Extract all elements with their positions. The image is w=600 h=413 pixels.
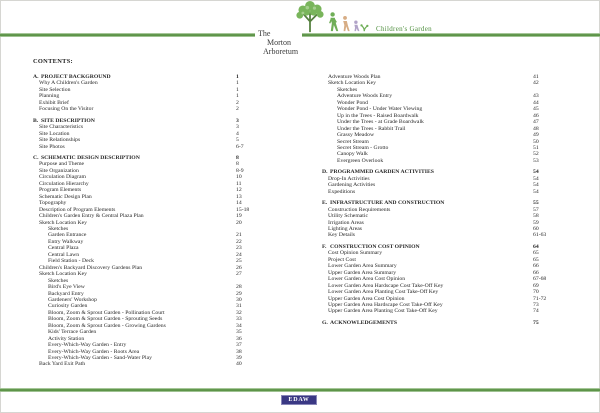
toc-page-number: 2	[236, 106, 239, 113]
toc-entry-label: Central Lawn	[48, 251, 80, 258]
toc-entry-label: Utility Schematic	[328, 213, 368, 220]
toc-page-number: 57	[533, 206, 539, 213]
toc-page-number: 60	[533, 225, 539, 232]
section-letter: B.	[33, 117, 39, 124]
toc-entry-label: Planning	[39, 93, 60, 100]
toc-entry-label: Sketches	[48, 225, 69, 232]
toc-page-number: 49	[533, 132, 539, 139]
toc-entry-label: Site Photos	[39, 143, 65, 150]
toc-entry-label: Description of Program Elements	[39, 206, 116, 213]
toc-entry-label: Secret Stream - Grotto	[337, 144, 389, 151]
org-name-line: The	[258, 29, 271, 38]
toc-entry-label: Site Location	[39, 130, 70, 137]
toc-page-number: 8-9	[236, 167, 244, 174]
toc-page-number: 71-72	[533, 295, 547, 302]
toc-page-number: 74	[533, 308, 539, 315]
toc-page-number: 47	[533, 119, 539, 126]
toc-entry-label: D. PROGRAMMED GARDEN ACTIVITIES	[322, 169, 434, 176]
toc-page-number: 66	[533, 269, 539, 276]
section-letter: F.	[322, 243, 327, 250]
org-name-line: Morton	[267, 38, 291, 47]
toc-row	[322, 232, 578, 238]
toc-page-number: 21	[236, 232, 242, 239]
toc-page-number: 54	[533, 169, 539, 176]
toc-page-number: 38	[236, 348, 242, 355]
toc-entry-label: Evergreen Overlook	[337, 157, 384, 164]
walking-figures-icon	[327, 12, 372, 33]
toc-entry-label: Sketch Location Key	[39, 271, 88, 278]
toc-entry-label: Bloom, Zoom & Sprout Garden - Sprouting Seeds	[48, 316, 163, 323]
toc-page-number: 13	[236, 193, 242, 200]
toc-entry-label: Lower Garden Area Cost Opinion	[328, 276, 406, 283]
toc-entry-label: Entry Walkway	[48, 238, 84, 245]
toc-entry-label: Curiosity Garden	[48, 303, 88, 310]
toc-entry-label: Under the Trees - Rabbit Trail	[337, 125, 406, 132]
toc-page-number: 41	[533, 74, 539, 80]
toc-entry-label: Exhibit Brief	[39, 99, 69, 106]
toc-entry-label: Program Elements	[39, 187, 82, 194]
toc-entry-label: Adventure Woods Entry	[337, 93, 393, 100]
toc-page-number: 33	[236, 316, 242, 323]
toc-entry-label: Children's Garden Entry & Central Plaza Plan	[39, 213, 144, 220]
toc-entry-label: B. SITE DESCRIPTION	[33, 117, 95, 124]
toc-entry-label: E. INFRASTRUCTURE AND CONSTRUCTION	[322, 200, 445, 207]
toc-entry-label: Site Characteristics	[39, 124, 84, 131]
section-letter: E.	[322, 200, 328, 207]
toc-page-number: 1	[236, 80, 239, 87]
toc-entry-label: Backyard Entry	[48, 290, 84, 297]
toc-page-number: 54	[533, 175, 539, 182]
toc-entry-label: Lower Garden Area Planting Cost Take-Off Key	[328, 289, 439, 296]
toc-page-number: 24	[236, 251, 242, 258]
toc-entry-label: Gardeners' Workshop	[48, 296, 97, 303]
toc-page-number: 12	[236, 187, 242, 194]
toc-page-number: 32	[236, 309, 242, 316]
footer-rule	[0, 388, 600, 392]
toc-page-number: 3	[236, 117, 239, 124]
toc-page-number: 54	[533, 182, 539, 189]
toc-entry-label: Bird's Eye View	[48, 284, 85, 291]
toc-page-number: 48	[533, 125, 539, 132]
toc-entry-label: Focusing On the Visitor	[39, 106, 94, 113]
toc-entry-label: Site Selection	[39, 86, 71, 93]
toc-page-number: 5	[236, 137, 239, 144]
toc-page-number: 2	[236, 99, 239, 106]
toc-row	[33, 361, 289, 367]
toc-entry-label: Adventure Woods Plan	[328, 74, 381, 80]
toc-entry-label: Kids' Terrace Garden	[48, 329, 97, 336]
toc-entry-label: Field Station - Deck	[48, 258, 94, 265]
toc-page-number: 52	[533, 151, 539, 158]
toc-entry-label: Sketches	[48, 277, 69, 284]
toc-entry-label: Construction Requirements	[328, 206, 391, 213]
toc-page-number: 1	[236, 93, 239, 100]
toc-page-number: 40	[236, 361, 242, 368]
toc-page-number: 8	[236, 161, 239, 168]
toc-entry-label: Up in the Trees - Raised Boardwalk	[337, 112, 419, 119]
toc-entry-label: Bloom, Zoom & Sprout Garden - Pollination Court	[48, 309, 165, 316]
toc-entry-label: Sketch Location Key	[328, 80, 377, 87]
toc-entry-label: Upper Garden Area Hardscape Cost Take-Off Key	[328, 301, 443, 308]
toc-right-column	[322, 74, 578, 326]
toc-page-number: 65	[533, 250, 539, 257]
toc-page-number: 55	[533, 200, 539, 207]
toc-page-number: 27	[236, 271, 242, 278]
site-label: Children's Garden	[376, 25, 432, 33]
toc-page-number: 75	[533, 319, 539, 326]
toc-page-number: 19	[236, 213, 242, 220]
toc-page-number: 1	[236, 86, 239, 93]
toc-page-number: 50	[533, 138, 539, 145]
toc-page-number: 61-63	[533, 232, 547, 239]
edaw-logo: EDAW	[281, 395, 317, 405]
toc-page-number: 37	[236, 342, 242, 349]
toc-page-number: 14	[236, 200, 242, 207]
toc-row	[322, 320, 578, 326]
toc-page-number: 43	[533, 93, 539, 100]
toc-page-number: 22	[236, 238, 242, 245]
toc-entry-label: Irrigation Areas	[328, 219, 364, 226]
toc-entry-label: Garden Entrance	[48, 232, 87, 239]
toc-page-number: 11	[236, 180, 242, 187]
toc-page-number: 8	[236, 154, 239, 161]
toc-page-number: 59	[533, 219, 539, 226]
toc-entry-label: Under the Trees - at Grade Boardwalk	[337, 119, 424, 126]
toc-entry-label: Circulation Hierarchy	[39, 180, 89, 187]
toc-page-number: 53	[533, 157, 539, 164]
toc-entry-label: Wonder Pond	[337, 99, 368, 106]
toc-page-number: 58	[533, 213, 539, 220]
toc-entry-label: Lower Garden Area Hardscape Cost Take-Off Key	[328, 282, 444, 289]
org-name	[255, 28, 302, 57]
toc-entry-label: Sketches	[337, 86, 358, 93]
toc-entry-label: Back Yard Exit Path	[39, 361, 86, 368]
toc-entry-label: Site Organization	[39, 167, 79, 174]
toc-page-number: 4	[236, 130, 239, 137]
toc-entry-label: Sketch Location Key	[39, 219, 88, 226]
toc-page-number: 35	[236, 329, 242, 336]
toc-entry-label: Site Relationships	[39, 137, 81, 144]
toc-page-number: 34	[236, 322, 242, 329]
sprout-icon	[362, 26, 367, 31]
child-figure-icon	[343, 16, 350, 31]
toc-entry-label: Schematic Design Plan	[39, 193, 92, 200]
toc-page-number: 3	[236, 124, 239, 131]
contents-heading: CONTENTS:	[33, 58, 73, 65]
small-child-figure-icon	[354, 20, 359, 31]
toc-entry-label: Circulation Diagram	[39, 174, 86, 181]
toc-page-number: 36	[236, 335, 242, 342]
toc-entry-label: Project Cost	[328, 256, 356, 263]
toc-entry-label: Lighting Areas	[328, 225, 362, 232]
toc-page-number: 51	[533, 144, 539, 151]
toc-page-number: 20	[236, 219, 242, 226]
section-letter: C.	[33, 154, 39, 161]
toc-page-number: 10	[236, 174, 242, 181]
section-letter: D.	[322, 169, 328, 176]
toc-entry-label: Topography	[39, 200, 67, 207]
toc-entry-label: Children's Backyard Discovery Gardens Plan	[39, 264, 143, 271]
toc-entry-label: A. PROJECT BACKGROUND	[33, 74, 111, 80]
toc-entry-label: Gardening Activities	[328, 182, 376, 189]
toc-entry-label: Why A Children's Garden	[39, 80, 98, 87]
toc-page-number: 70	[533, 289, 539, 296]
toc-page-number: 46	[533, 112, 539, 119]
toc-page-number: 66	[533, 263, 539, 270]
toc-entry-label: G. ACKNOWLEDGEMENTS	[322, 319, 397, 326]
toc-page-number: 26	[236, 264, 242, 271]
toc-entry-label: C. SCHEMATIC DESIGN DESCRIPTION	[33, 154, 140, 161]
section-letter: G.	[322, 319, 328, 326]
toc-page-number: 44	[533, 99, 539, 106]
toc-page-number: 39	[236, 355, 242, 362]
toc-page-number: 28	[236, 284, 242, 291]
toc-page-number: 25	[236, 258, 242, 265]
toc-entry-label: Lower Garden Area Summary	[328, 263, 397, 270]
toc-page-number: 64	[533, 243, 539, 250]
toc-entry-label: Every-Which-Way Garden - Roots Area	[48, 348, 140, 355]
toc-page-number: 30	[236, 296, 242, 303]
toc-page-number: 31	[236, 303, 242, 310]
toc-entry-label: Upper Garden Area Summary	[328, 269, 397, 276]
toc-entry-label: Expeditions	[328, 188, 356, 195]
toc-entry-label: Activity Station	[48, 335, 85, 342]
toc-entry-label: Key Details	[328, 232, 356, 239]
toc-page-number: 15-18	[236, 206, 250, 213]
toc-entry-label: Cost Opinion Summary	[328, 250, 383, 257]
adult-figure-icon	[329, 12, 338, 31]
toc-left-column	[33, 74, 289, 368]
toc-entry-label: Every-Which-Way Garden - Sand-Water Play	[48, 355, 152, 362]
toc-page-number: 54	[533, 188, 539, 195]
toc-page-number: 29	[236, 290, 242, 297]
toc-entry-label: Central Plaza	[48, 245, 79, 252]
toc-page-number: 73	[533, 301, 539, 308]
toc-entry-label: Upper Garden Area Planting Cost Take-Off Key	[328, 308, 438, 315]
org-name-line: Arboretum	[263, 47, 299, 56]
toc-page-number: 23	[236, 245, 242, 252]
toc-page-number: 65	[533, 256, 539, 263]
toc-page-number: 45	[533, 106, 539, 113]
toc-entry-label: Grassy Meadow	[337, 132, 375, 139]
toc-entry-label: Every-Which-Way Garden - Entry	[48, 342, 127, 349]
toc-entry-label: Secret Stream	[337, 138, 369, 145]
toc-entry-label: Purpose and Theme	[39, 161, 85, 168]
toc-page-number: 6-7	[236, 143, 244, 150]
toc-entry-label: Wonder Pond - Under Water Viewing	[337, 106, 423, 113]
toc-entry-label: F. CONSTRUCTION COST OPINION	[322, 243, 420, 250]
toc-entry-label: Bloom, Zoom & Sprout Garden - Growing Gardens	[48, 322, 166, 329]
toc-page-number: 1	[236, 74, 239, 80]
toc-page-number: 42	[533, 80, 539, 87]
toc-page-number: 69	[533, 282, 539, 289]
toc-page-number: 67-68	[533, 276, 547, 283]
section-letter: A.	[33, 74, 39, 80]
toc-entry-label: Drop-In Activities	[328, 175, 370, 182]
toc-entry-label: Canopy Walk	[337, 151, 368, 158]
toc-entry-label: Upper Garden Area Cost Opinion	[328, 295, 405, 302]
